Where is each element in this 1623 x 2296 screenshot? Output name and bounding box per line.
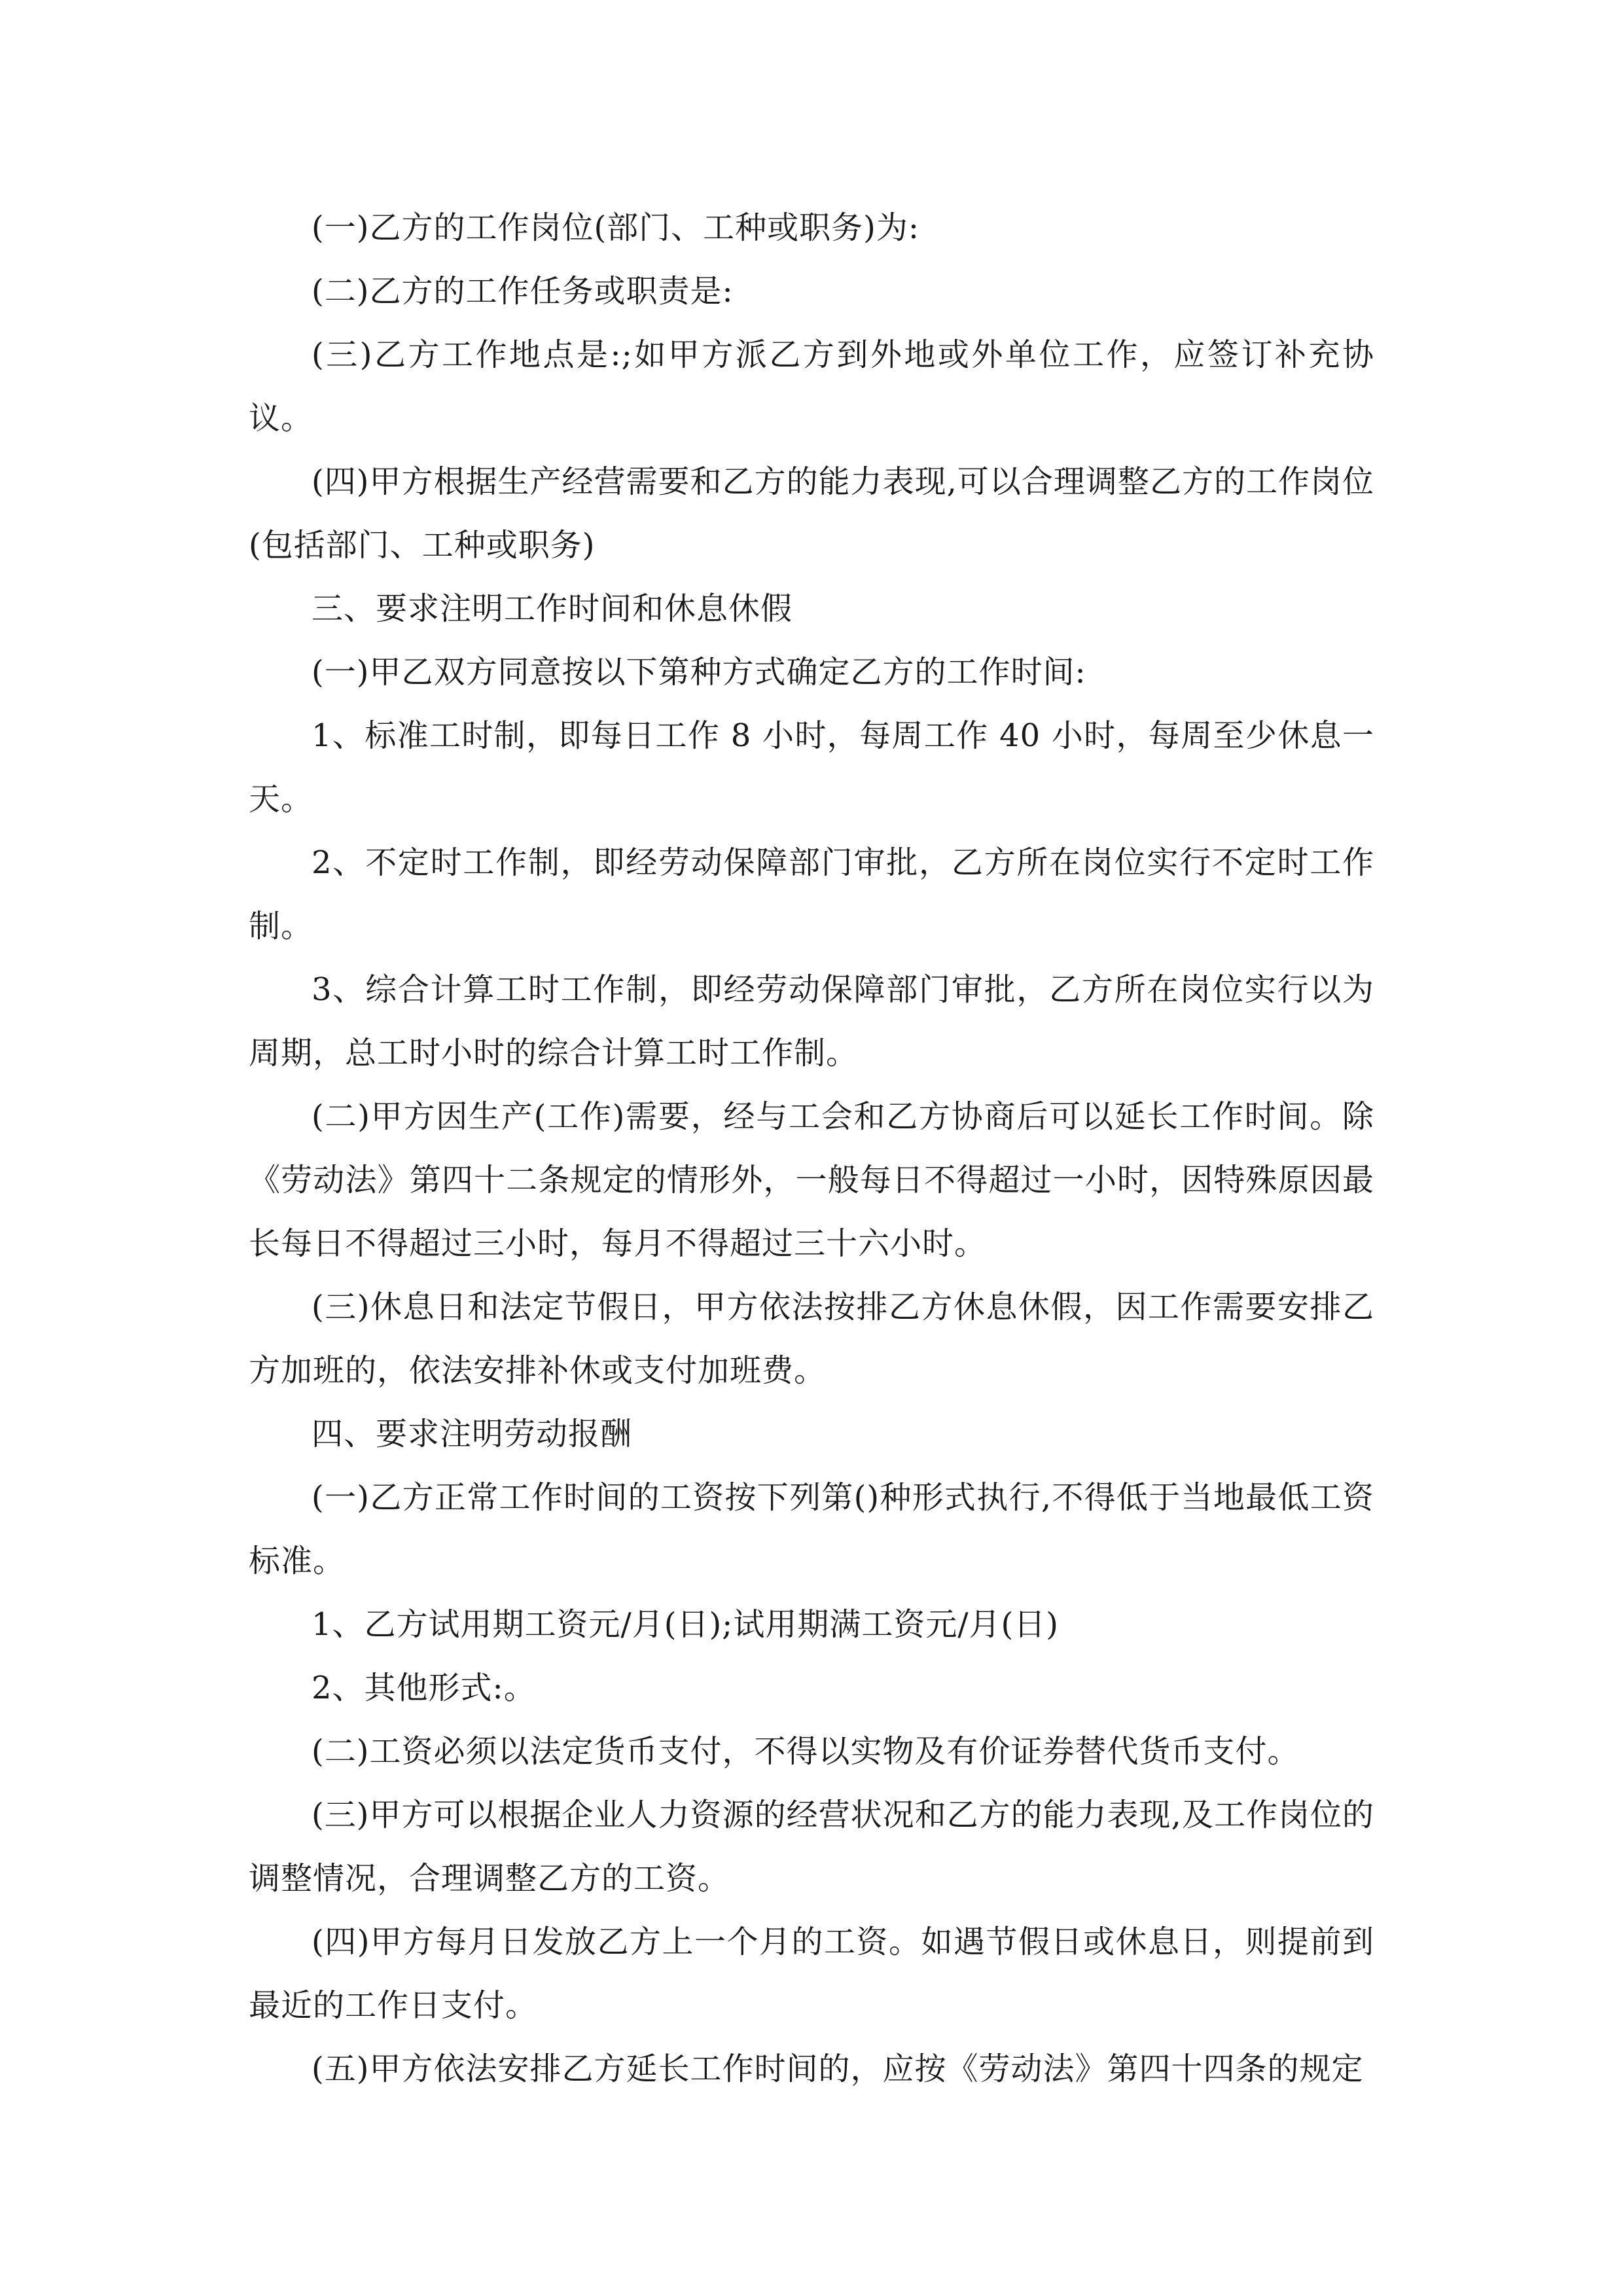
paragraph: (二)工资必须以法定货币支付，不得以实物及有价证券替代货币支付。 <box>312 1733 1300 1770</box>
paragraph: (二)甲方因生产(工作)需要，经与工会和乙方协商后可以延长工作时间。除《劳动法》第四十二条规定的情形外，一般每日不得超过一小时，因特殊原因最长每日不得超过三小时，每月不得超过三十六小时。 <box>249 1098 1374 1262</box>
paragraph: 2、其他形式:。 <box>312 1670 536 1706</box>
paragraph: (三)乙方工作地点是:;如甲方派乙方到外地或外单位工作，应签订补充协议。 <box>249 336 1374 437</box>
paragraph: 3、综合计算工时工作制，即经劳动保障部门审批，乙方所在岗位实行以为周期，总工时小时的综合计算工时工作制。 <box>249 971 1374 1071</box>
paragraph: (一)乙方正常工作时间的工资按下列第()种形式执行,不得低于当地最低工资标准。 <box>249 1479 1374 1579</box>
paragraph: (四)甲方根据生产经营需要和乙方的能力表现,可以合理调整乙方的工作岗位(包括部门、工种或职务) <box>249 463 1374 564</box>
paragraph: (三)甲方可以根据企业人力资源的经营状况和乙方的能力表现,及工作岗位的调整情况，合理调整乙方的工资。 <box>249 1797 1374 1897</box>
paragraph: 1、标准工时制，即每日工作 8 小时，每周工作 40 小时，每周至少休息一天。 <box>249 717 1374 817</box>
document-body <box>249 196 1374 2101</box>
paragraph: (三)休息日和法定节假日，甲方依法按排乙方休息休假，因工作需要安排乙方加班的，依法安排补休或支付加班费。 <box>249 1289 1374 1389</box>
section-heading: 四、要求注明劳动报酬 <box>312 1416 633 1452</box>
paragraph: (四)甲方每月日发放乙方上一个月的工资。如遇节假日或休息日，则提前到最近的工作日支付。 <box>249 1924 1374 2024</box>
paragraph: (一)甲乙双方同意按以下第种方式确定乙方的工作时间: <box>312 654 1086 691</box>
paragraph: (二)乙方的工作任务或职责是: <box>312 273 734 310</box>
paragraph: 1、乙方试用期工资元/月(日);试用期满工资元/月(日) <box>312 1606 1059 1643</box>
paragraph: 2、不定时工作制，即经劳动保障部门审批，乙方所在岗位实行不定时工作制。 <box>249 844 1374 944</box>
paragraph: (五)甲方依法安排乙方延长工作时间的，应按《劳动法》第四十四条的规定 <box>312 2051 1364 2087</box>
section-heading: 三、要求注明工作时间和休息休假 <box>312 590 793 627</box>
paragraph: (一)乙方的工作岗位(部门、工种或职务)为: <box>312 209 920 246</box>
